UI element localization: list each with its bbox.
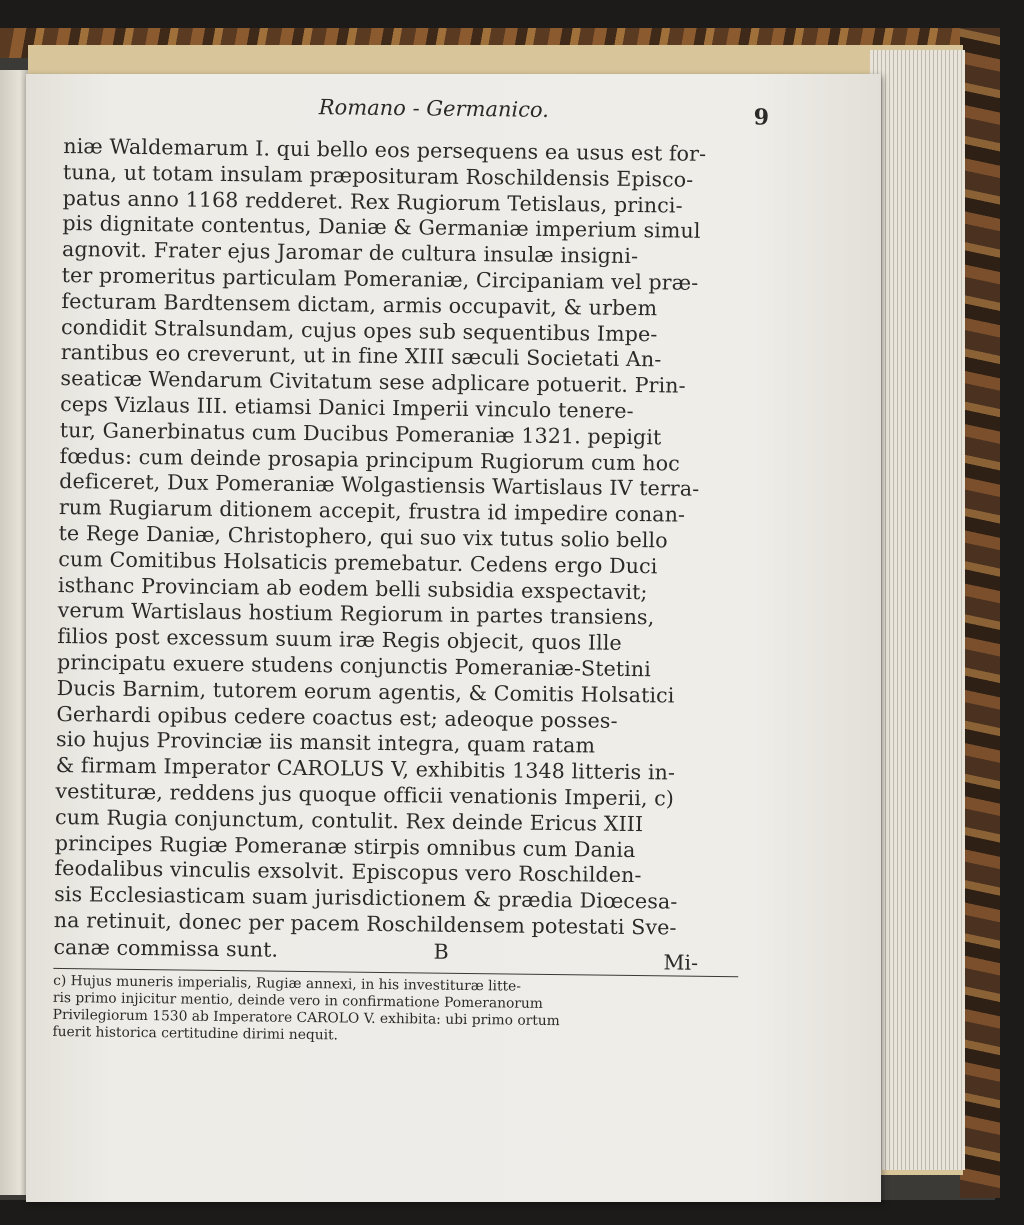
facing-page-edge bbox=[0, 70, 28, 1195]
footnote-line: c) Hujus muneris imperialis, Rugiæ annexi, in his investituræ litte- bbox=[53, 972, 522, 995]
text-line: fœdus: cum deinde prosapia principum Rugiorum cum hoc bbox=[59, 443, 681, 476]
text-line: filios post excessum suum iræ Regis objecit, quos Ille bbox=[57, 624, 622, 655]
text-line: seaticæ Wendarum Civitatum sese adplicare potuerit. Prin- bbox=[60, 366, 686, 398]
text-line: cum Rugia conjunctum, contulit. Rex deinde Ericus XIII bbox=[54, 804, 644, 836]
page-content bbox=[52, 92, 770, 1049]
text-line: te Rege Daniæ, Christophero, qui suo vix tutus solio bello bbox=[58, 520, 668, 553]
text-line: feodalibus vinculis exsolvit. Episcopus vero Roschilden- bbox=[54, 856, 642, 888]
text-line: sio hujus Provinciæ iis mansit integra, quam ratam bbox=[55, 727, 596, 758]
text-line: rantibus eo creverunt, ut in fine XIII sæculi Societati An- bbox=[60, 340, 662, 372]
page-number: 9 bbox=[753, 104, 770, 131]
text-line: vestituræ, reddens jus quoque officii venationis Imperii, c) bbox=[55, 778, 675, 811]
text-line: pis dignitate contentus, Daniæ & Germaniæ imperium simul bbox=[62, 211, 701, 244]
footnote-line: fuerit historica certitudine dirimi nequit. bbox=[52, 1023, 339, 1044]
text-line: ceps Vizlaus III. etiamsi Danici Imperii vinculo tenere- bbox=[60, 391, 634, 423]
text-line: agnovit. Frater ejus Jaromar de cultura insulæ insigni- bbox=[61, 237, 639, 269]
signature-mark: B bbox=[433, 939, 449, 964]
text-line: deficeret, Dux Pomeraniæ Wolgastiensis Wartislaus IV terra- bbox=[59, 469, 700, 502]
text-line: fecturam Bardtensem dictam, armis occupavit, & urbem bbox=[61, 288, 658, 321]
text-line: niæ Waldemarum I. qui bello eos persequens ea usus est for- bbox=[63, 133, 707, 166]
text-line: isthanc Provinciam ab eodem belli subsidia exspectavit; bbox=[57, 572, 648, 604]
text-line: patus anno 1168 redderet. Rex Rugiorum Tetislaus, princi- bbox=[62, 185, 683, 218]
page-edges bbox=[870, 50, 965, 1170]
text-line: tuna, ut totam insulam præposituram Roschildensis Episco- bbox=[62, 159, 694, 192]
text-line: cum Comitibus Holsaticis premebatur. Cedens ergo Duci bbox=[58, 546, 658, 579]
text-line-end: canæ commissa sunt. bbox=[53, 934, 279, 962]
text-line: principes Rugiæ Pomeranæ stirpis omnibus cum Dania bbox=[54, 830, 636, 862]
text-line: Ducis Barnim, tutorem eorum agentis, & Comitis Holsatici bbox=[56, 675, 675, 708]
text-line: na retinuit, donec per pacem Roschildensem potestati Sve- bbox=[53, 907, 677, 940]
text-line: & firmam Imperator CAROLUS V, exhibitis 1348 litteris in- bbox=[55, 753, 676, 785]
running-head: Romano - Germanico. bbox=[318, 95, 550, 122]
footnote-line: Privilegiorum 1530 ab Imperatore CAROLO V. exhibita: ubi primo ortum bbox=[52, 1006, 560, 1029]
text-line: principatu exuere studens conjunctis Pomeraniæ-Stetini bbox=[56, 649, 652, 682]
catchword: Mi- bbox=[663, 950, 699, 975]
body-text bbox=[53, 133, 743, 975]
footnote bbox=[52, 973, 733, 1049]
text-line: Gerhardi opibus cedere coactus est; adeoque posses- bbox=[56, 701, 618, 733]
text-line: tur, Ganerbinatus cum Ducibus Pomeraniæ 1321. pepigit bbox=[59, 417, 662, 450]
page-header bbox=[64, 92, 770, 140]
text-line: condidit Stralsundam, cujus opes sub sequentibus Impe- bbox=[60, 314, 658, 346]
text-line: ter promeritus particulam Pomeraniæ, Circipaniam vel præ- bbox=[61, 262, 699, 295]
text-line: sis Ecclesiasticam suam jurisdictionem & prædia Diœcesa- bbox=[54, 882, 678, 914]
text-line: rum Rugiarum ditionem accepit, frustra id impedire conan- bbox=[58, 495, 686, 527]
footnote-line: ris primo injicitur mentio, deinde vero in confirmatione Pomeranorum bbox=[52, 989, 543, 1012]
marbled-cover-edge bbox=[960, 28, 1000, 1198]
text-line: verum Wartislaus hostium Regiorum in partes transiens, bbox=[57, 598, 655, 630]
